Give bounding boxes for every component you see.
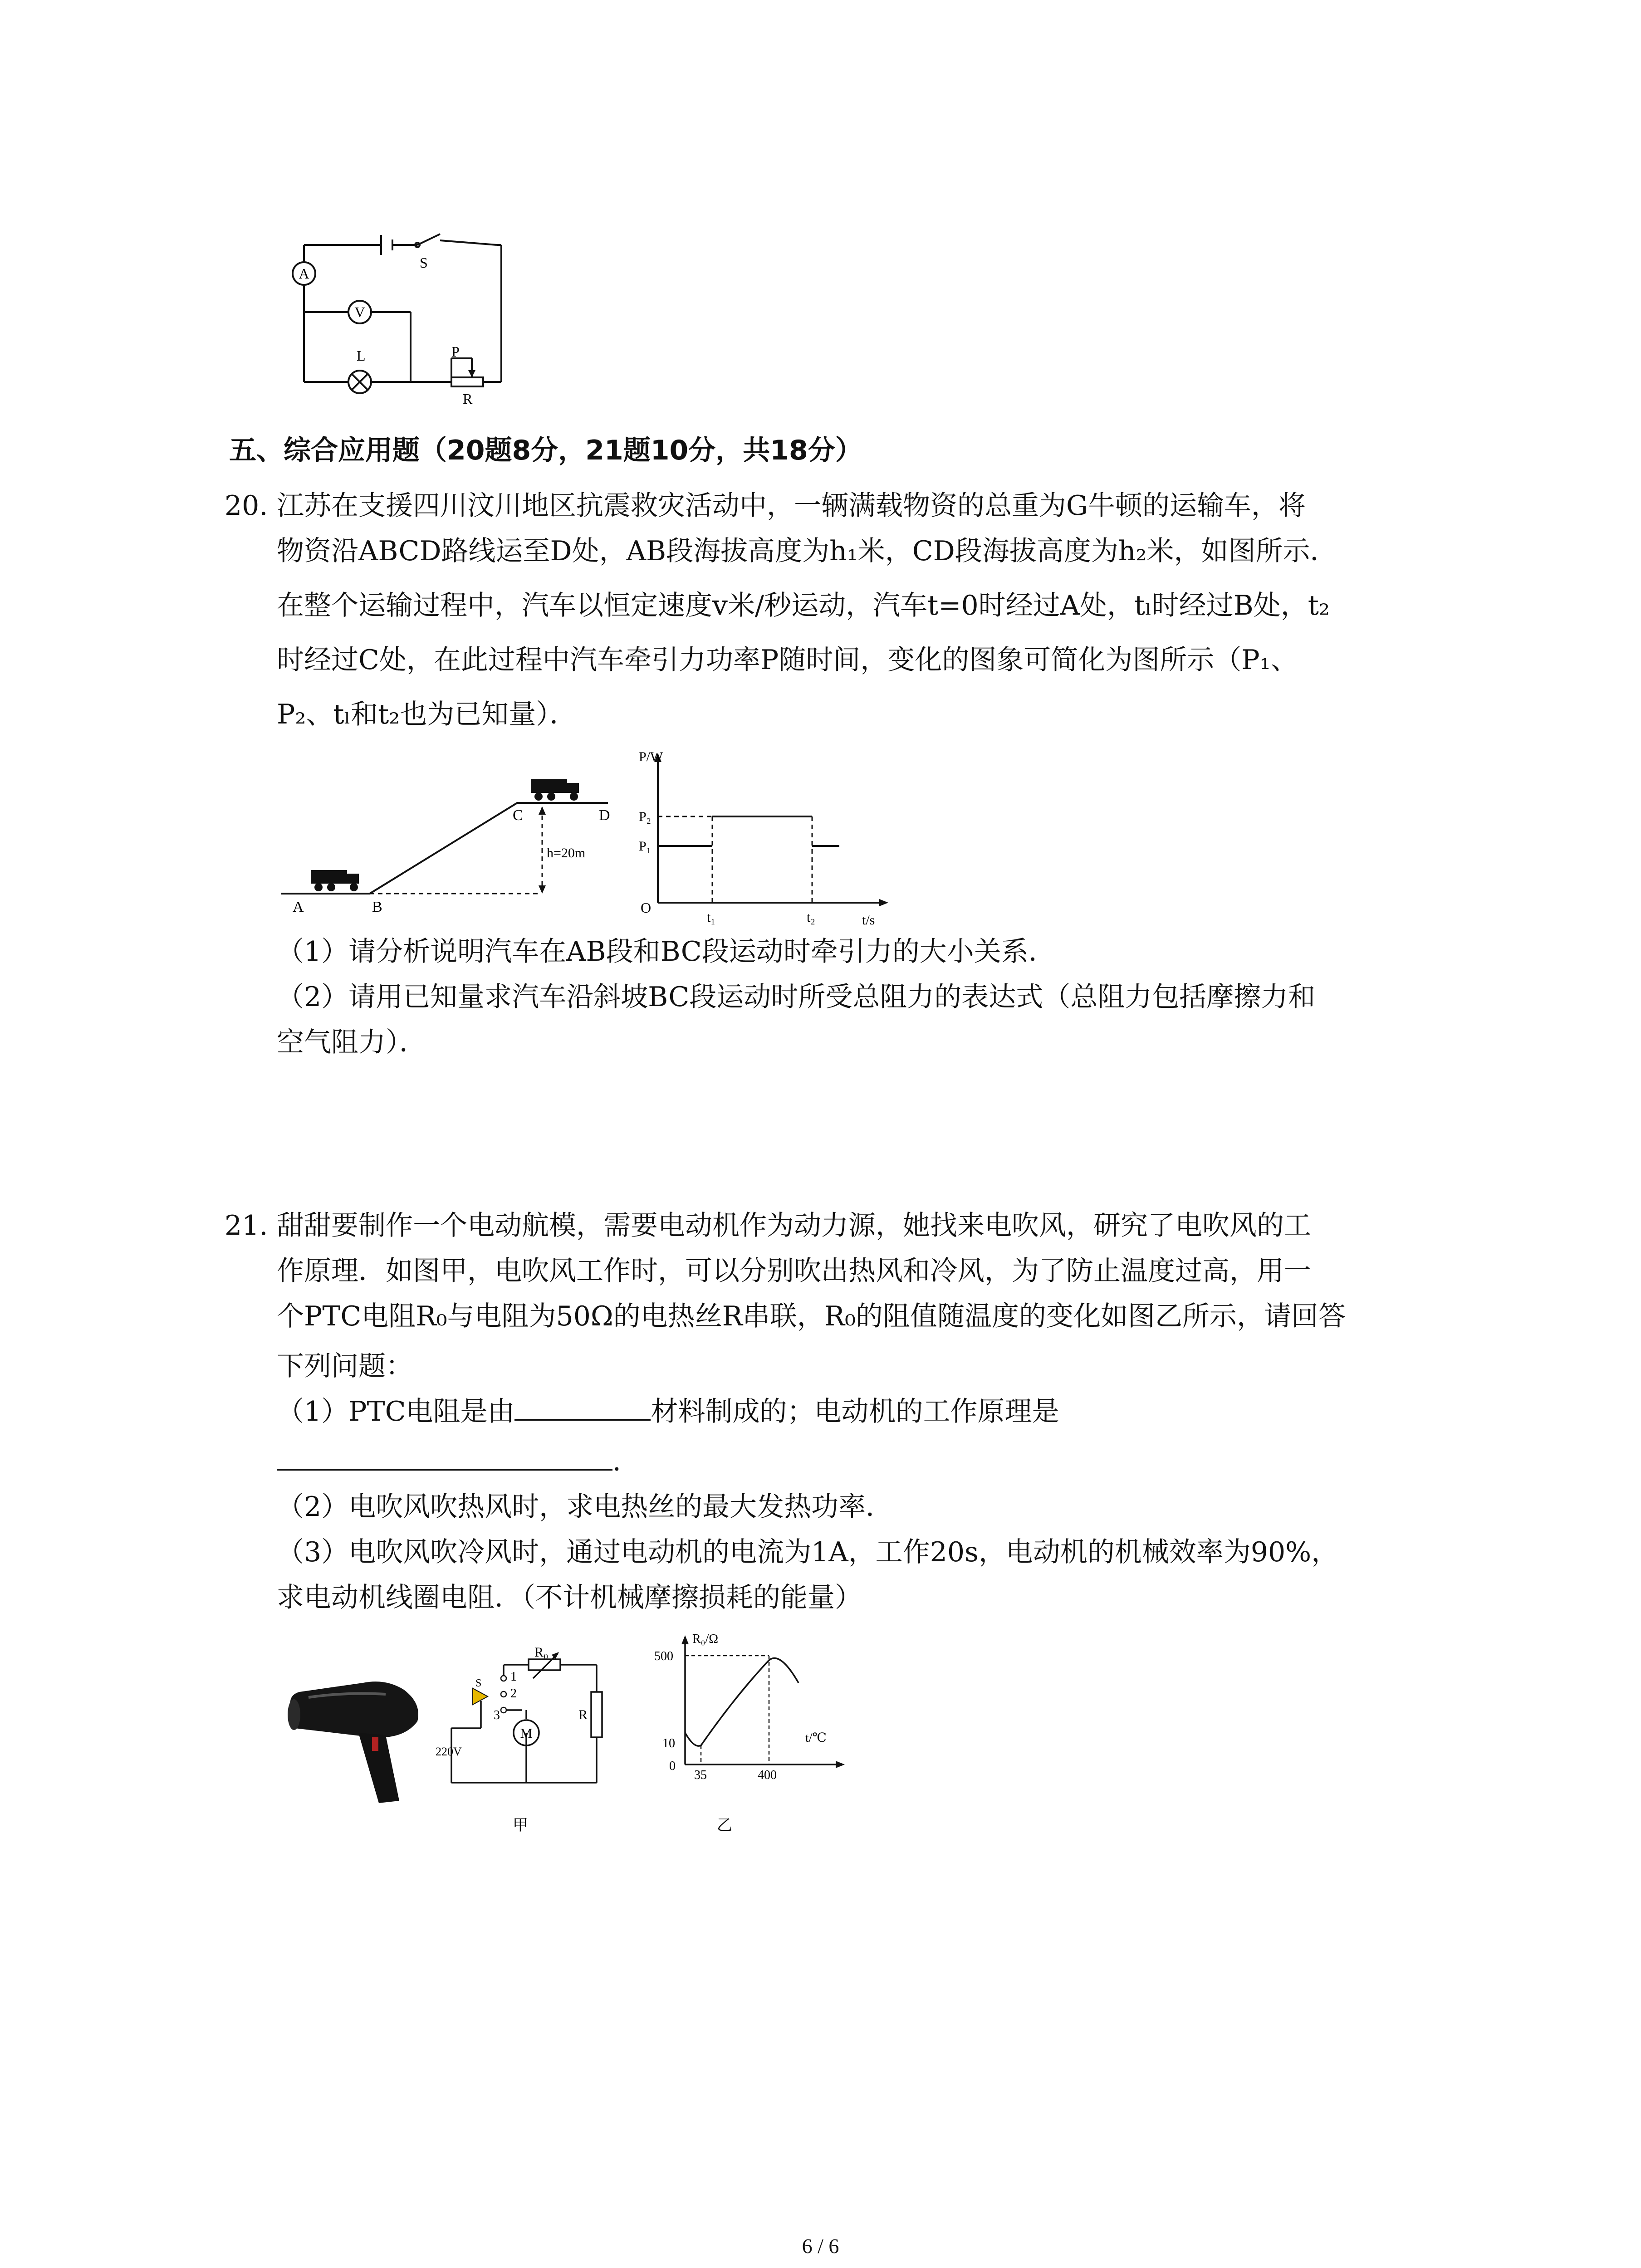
graph-origin-label: O — [641, 899, 652, 916]
graph-y-axis-label: P/W — [639, 749, 663, 764]
graph-yi-400: 400 — [758, 1768, 777, 1782]
q21-line-1: 甜甜要制作一个电动航模，需要电动机作为动力源，她找来电吹风，研究了电吹风的工 — [277, 1210, 1311, 1242]
figure-jia-caption: 甲 — [513, 1816, 528, 1834]
road-profile-figure — [281, 753, 635, 925]
contact-2-label: 2 — [510, 1686, 517, 1701]
q21-sub-3b: 求电动机线圈电阻．（不计机械摩擦损耗的能量） — [277, 1582, 862, 1613]
contact-3-label: 3 — [494, 1708, 500, 1722]
graph-yi-y-label: R₀/Ω — [692, 1632, 719, 1646]
voltmeter-label: V — [354, 304, 365, 320]
graph-p1-label: P₁ — [639, 839, 652, 854]
road-point-d: D — [599, 807, 610, 824]
r-label: R — [578, 1707, 588, 1722]
graph-yi-35: 35 — [694, 1768, 707, 1782]
q20-line-2: 物资沿ABCD路线运至D处，AB段海拔高度为h₁米，CD段海拔高度为h₂米，如图所示． — [277, 535, 1337, 567]
voltage-label: 220V — [436, 1745, 462, 1758]
power-time-graph — [631, 744, 894, 930]
answer-blank-material — [514, 1393, 651, 1421]
circuit-diagram-top — [272, 222, 526, 417]
q21-sub-1 — [277, 1393, 1059, 1430]
question-21-number: 21. — [225, 1210, 268, 1242]
rheostat-label: R — [463, 391, 473, 407]
section-heading: 五、综合应用题（20题8分，21题10分，共18分） — [229, 435, 862, 466]
r0-label: R₀ — [534, 1647, 549, 1660]
q20-sub-1: （1）请分析说明汽车在AB段和BC段运动时牵引力的大小关系． — [277, 936, 1056, 968]
q20-line-4: 时经过C处，在此过程中汽车牵引力功率P随时间，变化的图象可简化为图所示（P₁、 — [277, 644, 1298, 676]
q21-line-4: 下列问题： — [277, 1350, 413, 1382]
graph-t2-label: t₂ — [807, 910, 815, 925]
q21-sub-1-answer-line — [277, 1443, 640, 1480]
q20-sub-2b: 空气阻力）． — [277, 1026, 426, 1058]
answer-blank-motor-principle — [277, 1443, 612, 1471]
figure-yi-caption: 乙 — [717, 1816, 732, 1834]
road-point-a: A — [293, 899, 304, 915]
switch-s-label: S — [475, 1677, 482, 1689]
road-point-b: B — [372, 899, 382, 915]
switch-label: S — [420, 254, 428, 271]
graph-yi-x-label: t/℃ — [805, 1731, 827, 1745]
motor-label: M — [520, 1726, 533, 1741]
q20-sub-2a: （2）请用已知量求汽车沿斜坡BC段运动时所受总阻力的表达式（总阻力包括摩擦力和 — [277, 981, 1316, 1013]
slider-label: P — [451, 343, 460, 360]
q21-sub-2: （2）电吹风吹热风时，求电热丝的最大发热功率． — [277, 1491, 893, 1523]
road-height-label: h=20m — [547, 846, 586, 860]
circuit-diagram-jia — [436, 1647, 617, 1837]
q21-line-2: 作原理．如图甲，电吹风工作时，可以分别吹出热风和冷风，为了防止温度过高，用一 — [277, 1255, 1311, 1287]
graph-yi-500: 500 — [654, 1649, 673, 1663]
page-number: 6 / 6 — [802, 2234, 839, 2258]
ammeter-label: A — [299, 265, 309, 282]
contact-1-label: 1 — [510, 1670, 517, 1684]
q20-line-5: P₂、tₗ和t₂也为已知量）． — [277, 699, 577, 730]
graph-p2-label: P₂ — [639, 809, 652, 824]
q20-line-3: 在整个运输过程中，汽车以恒定速度v米/秒运动，汽车t=0时经过A处，tₗ时经过B处，t₂ — [277, 590, 1330, 621]
graph-t1-label: t₁ — [707, 910, 715, 925]
hair-dryer-photo — [281, 1669, 431, 1805]
q20-line-1: 江苏在支援四川汶川地区抗震救灾活动中，一辆满载物资的总重为G牛顿的运输车，将 — [277, 490, 1306, 522]
graph-yi-10: 10 — [662, 1736, 675, 1750]
q21-sub-1-suffix: 材料制成的；电动机的工作原理是 — [651, 1396, 1059, 1427]
question-20-number: 20. — [225, 490, 268, 522]
road-point-c: C — [513, 807, 523, 824]
graph-yi-origin: 0 — [669, 1759, 676, 1773]
q21-sub-1-end: ． — [612, 1446, 640, 1477]
lamp-label: L — [357, 347, 366, 364]
q21-sub-3a: （3）电吹风吹冷风时，通过电动机的电流为1A，工作20s，电动机的机械效率为90%， — [277, 1536, 1339, 1568]
r0-temperature-graph — [649, 1628, 848, 1837]
q21-line-3: 个PTC电阻R₀与电阻为50Ω的电热丝R串联，R₀的阻值随温度的变化如图乙所示，请回答 — [277, 1300, 1346, 1332]
graph-x-axis-label: t/s — [862, 913, 875, 928]
q21-sub-1-prefix: （1）PTC电阻是由 — [277, 1396, 515, 1427]
